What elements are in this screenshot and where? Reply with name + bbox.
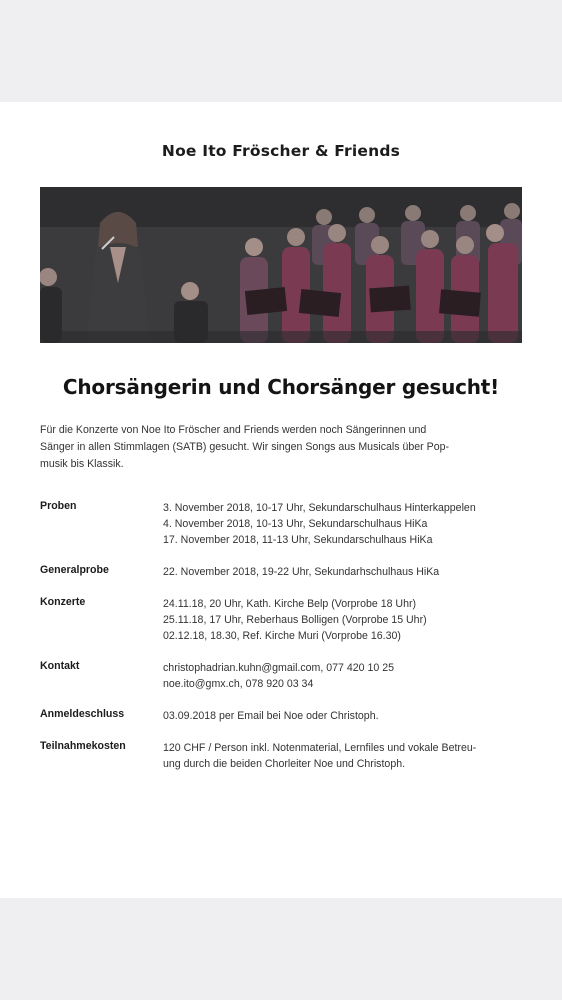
detail-label: Proben: [40, 500, 77, 512]
detail-label: Anmeldeschluss: [40, 708, 125, 720]
flyer-title: Noe Ito Fröscher & Friends: [161, 142, 401, 160]
bottom-band: [0, 898, 562, 1000]
detail-label: Kontakt: [40, 660, 80, 672]
choir-photo: [40, 187, 522, 343]
detail-line: 17. November 2018, 11-13 Uhr, Sekundarschulhaus HiKa: [163, 534, 433, 546]
intro-paragraph: [40, 422, 520, 473]
detail-line: 3. November 2018, 10-17 Uhr, Sekundarschulhaus Hinterkappelen: [163, 502, 476, 514]
detail-line: 120 CHF / Person inkl. Notenmaterial, Lernfiles und vokale Betreu-: [163, 742, 477, 754]
detail-line: 22. November 2018, 19-22 Uhr, Sekundarhschulhaus HiKa: [163, 566, 440, 578]
detail-line: 4. November 2018, 10-13 Uhr, Sekundarschulhaus HiKa: [163, 518, 428, 530]
detail-line: ung durch die beiden Chorleiter Noe und Christoph.: [163, 758, 406, 770]
intro-line: Für die Konzerte von Noe Ito Fröscher and Friends werden noch Sängerinnen und: [40, 424, 427, 436]
choir-photo-illustration: [40, 187, 522, 343]
detail-value: [163, 708, 525, 724]
detail-value: [163, 596, 525, 644]
detail-label: Konzerte: [40, 596, 86, 608]
intro-line: Sänger in allen Stimmlagen (SATB) gesucht. Wir singen Songs aus Musicals über Pop-: [40, 441, 450, 453]
detail-line: 02.12.18, 18.30, Ref. Kirche Muri (Vorprobe 16.30): [163, 630, 401, 642]
detail-label: Generalprobe: [40, 564, 109, 576]
detail-line: 25.11.18, 17 Uhr, Reberhaus Bolligen (Vorprobe 15 Uhr): [163, 614, 427, 626]
intro-line: musik bis Klassik.: [40, 458, 124, 470]
detail-label: Teilnahmekosten: [40, 740, 126, 752]
detail-line: 03.09.2018 per Email bei Noe oder Christoph.: [163, 710, 379, 722]
detail-value: [163, 500, 525, 548]
headline: Chorsängerin und Chorsänger gesucht!: [62, 375, 500, 399]
detail-line: 24.11.18, 20 Uhr, Kath. Kirche Belp (Vorprobe 18 Uhr): [163, 598, 417, 610]
flyer-sheet: [0, 102, 562, 898]
detail-line: noe.ito@gmx.ch, 078 920 03 34: [163, 678, 314, 690]
detail-value: [163, 740, 525, 772]
detail-line: christophadrian.kuhn@gmail.com, 077 420 10 25: [163, 662, 395, 674]
detail-value: [163, 564, 525, 580]
detail-value: [163, 660, 525, 692]
